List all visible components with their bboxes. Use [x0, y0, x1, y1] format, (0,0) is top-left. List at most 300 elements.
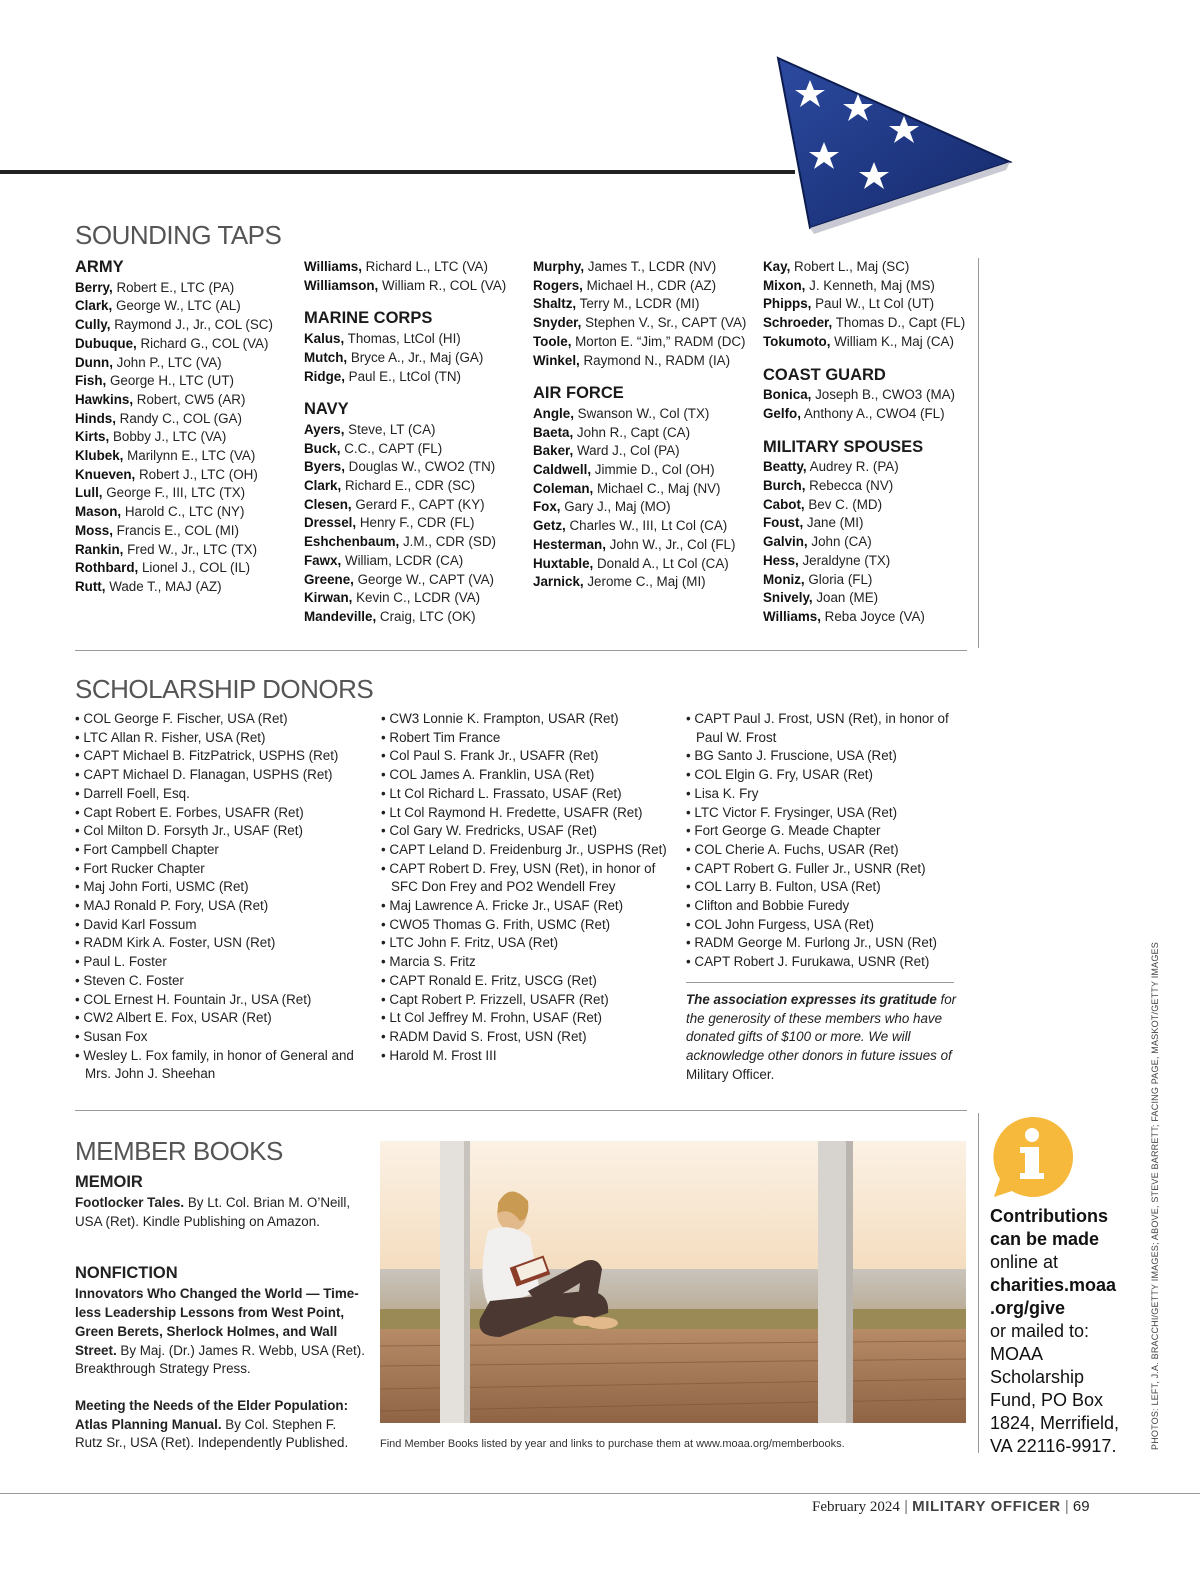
contributions-heading: Contributions can be made — [990, 1206, 1108, 1249]
taps-entry — [533, 573, 748, 592]
donor-item: • Lisa K. Fry — [686, 785, 961, 804]
taps-entry — [304, 496, 519, 515]
donor-item: • Lt Col Richard L. Frassato, USAF (Ret) — [381, 785, 671, 804]
taps-details: Francis E., COL (MI) — [112, 522, 239, 538]
taps-details: J. Kenneth, Maj (MS) — [805, 277, 935, 293]
taps-details: William, LCDR (CA) — [341, 552, 464, 568]
taps-surname: Toole, — [533, 333, 572, 349]
taps-details: Craig, LTC (OK) — [376, 608, 476, 624]
donor-item: • MAJ Ronald P. Fory, USA (Ret) — [75, 897, 365, 916]
taps-surname: Kalus, — [304, 331, 345, 347]
reading-woman-photo — [380, 1141, 966, 1423]
taps-surname: Klubek, — [75, 448, 124, 464]
taps-surname: Snyder, — [533, 315, 582, 331]
nonfiction-entry-1 — [75, 1285, 365, 1379]
taps-entry — [763, 608, 973, 627]
footer-magazine: MILITARY OFFICER — [912, 1498, 1061, 1515]
taps-details: Ward J., Col (PA) — [573, 443, 680, 459]
taps-details: Reba Joyce (VA) — [820, 608, 925, 624]
gratitude-text: for the generosity of these members who have donated gifts of $100 or more. We will acknowledge other donors in future issues of — [686, 992, 957, 1064]
footer-separator-2: | — [1064, 1498, 1069, 1515]
books-list — [75, 1173, 365, 1453]
column-divider-2 — [978, 1113, 979, 1453]
taps-details: C.C., CAPT (FL) — [340, 440, 443, 456]
taps-details: George W., LTC (AL) — [112, 298, 241, 314]
taps-surname: Rutt, — [75, 578, 106, 594]
taps-entry — [533, 517, 748, 536]
taps-entry — [763, 258, 973, 277]
donor-item: • Harold M. Frost III — [381, 1047, 671, 1066]
taps-details: Harold C., LTC (NY) — [121, 504, 245, 520]
taps-surname: Fawx, — [304, 552, 342, 568]
taps-surname: Mixon, — [763, 277, 806, 293]
taps-details: Henry F., CDR (FL) — [356, 515, 475, 531]
taps-entry — [533, 258, 748, 277]
donor-item: • COL James A. Franklin, USA (Ret) — [381, 766, 671, 785]
taps-details: Audrey R. (PA) — [806, 459, 899, 475]
taps-details: Paul E., LtCol (TN) — [344, 368, 462, 384]
donor-item: • Lt Col Raymond H. Fredette, USAFR (Ret) — [381, 804, 671, 823]
taps-surname: Greene, — [304, 571, 354, 587]
nonfiction-details-2: By Col. Stephen F. Rutz Sr., USA (Ret). Independently Published. — [75, 1416, 349, 1451]
taps-surname: Clesen, — [304, 496, 352, 512]
donor-item: • Fort George G. Meade Chapter — [686, 822, 961, 841]
taps-details: Joan (ME) — [812, 590, 879, 606]
taps-entry — [75, 297, 280, 316]
donor-item: • CAPT Robert D. Frey, USN (Ret), in honor of SFC Don Frey and PO2 Wendell Frey — [381, 860, 671, 897]
taps-entry — [75, 391, 280, 410]
taps-entry — [304, 330, 519, 349]
taps-entry — [533, 480, 748, 499]
taps-details: Terry M., LCDR (MI) — [576, 296, 700, 312]
taps-surname: Clark, — [75, 298, 113, 314]
taps-surname: Kay, — [763, 259, 791, 274]
donor-item: • BG Santo J. Fruscione, USA (Ret) — [686, 747, 961, 766]
taps-surname: Ayers, — [304, 421, 345, 437]
taps-surname: Caldwell, — [533, 462, 592, 478]
taps-entry — [763, 405, 973, 424]
taps-details: Swanson W., Col (TX) — [573, 405, 710, 421]
taps-details: Jimmie D., Col (OH) — [591, 462, 715, 478]
taps-entry — [304, 589, 519, 608]
donor-item: • Robert Tim France — [381, 729, 671, 748]
taps-details: George F., III, LTC (TX) — [102, 485, 246, 501]
taps-details: Jeraldyne (TX) — [798, 552, 891, 568]
contributions-online: online at — [990, 1252, 1059, 1272]
taps-surname: Knueven, — [75, 466, 136, 482]
taps-details: Bev C. (MD) — [804, 496, 883, 512]
donor-item: • COL Elgin G. Fry, USAR (Ret) — [686, 766, 961, 785]
taps-entry — [304, 514, 519, 533]
taps-surname: Lull, — [75, 485, 103, 501]
donor-item: • Susan Fox — [75, 1028, 365, 1047]
taps-entry — [304, 571, 519, 590]
donor-item: • Paul L. Foster — [75, 953, 365, 972]
branch-heading: MARINE CORPS — [304, 309, 433, 328]
taps-entry — [304, 349, 519, 368]
taps-surname: Dunn, — [75, 354, 113, 370]
taps-details: Bobby J., LTC (VA) — [109, 429, 227, 445]
sounding-taps-title: SOUNDING TAPS — [75, 220, 282, 250]
taps-details: Richard L., LTC (VA) — [361, 259, 488, 274]
taps-entry — [304, 440, 519, 459]
donor-item: • COL Cherie A. Fuchs, USAR (Ret) — [686, 841, 961, 860]
taps-entry — [304, 421, 519, 440]
taps-surname: Ridge, — [304, 368, 345, 384]
taps-details: Raymond J., Jr., COL (SC) — [110, 317, 273, 333]
contributions-note — [990, 1205, 1130, 1458]
taps-entry — [763, 333, 973, 352]
taps-surname: Cabot, — [763, 496, 805, 512]
taps-details: John W., Jr., Col (FL) — [605, 536, 736, 552]
taps-surname: Murphy, — [533, 259, 585, 274]
taps-details: Richard G., COL (VA) — [136, 335, 269, 351]
taps-details: Wade T., MAJ (AZ) — [105, 578, 222, 594]
spacer — [533, 370, 748, 384]
taps-details: Lionel J., COL (IL) — [138, 560, 251, 576]
taps-surname: Mason, — [75, 504, 122, 520]
taps-entry — [763, 514, 973, 533]
taps-surname: Bonica, — [763, 387, 812, 403]
taps-entry — [763, 458, 973, 477]
taps-surname: Foust, — [763, 515, 804, 531]
donor-item: • CW2 Albert E. Fox, USAR (Ret) — [75, 1009, 365, 1028]
taps-surname: Rankin, — [75, 541, 124, 557]
donor-item: • CAPT Ronald E. Fritz, USCG (Ret) — [381, 972, 671, 991]
taps-surname: Coleman, — [533, 480, 594, 496]
taps-surname: Moss, — [75, 522, 113, 538]
taps-entry — [75, 447, 280, 466]
taps-entry — [763, 386, 973, 405]
donor-item: • Capt Robert P. Frizzell, USAFR (Ret) — [381, 991, 671, 1010]
taps-details: Gary J., Maj (MO) — [560, 499, 671, 515]
taps-surname: Williams, — [304, 259, 362, 274]
donor-item: • CAPT Robert J. Furukawa, USNR (Ret) — [686, 953, 961, 972]
scholarship-donors-title: SCHOLARSHIP DONORS — [75, 674, 374, 704]
taps-surname: Mandeville, — [304, 608, 377, 624]
taps-surname: Angle, — [533, 405, 574, 421]
taps-entry — [533, 333, 748, 352]
donor-item: • David Karl Fossum — [75, 916, 365, 935]
taps-entry — [75, 559, 280, 578]
nonfiction-title-1: Innovators Who Changed the World — Time-less Leadership Lessons from West Point, Green Berets, Sherlock Holmes, and Wall Street. — [75, 1286, 359, 1358]
taps-surname: Berry, — [75, 279, 113, 295]
taps-details: J.M., CDR (SD) — [399, 534, 496, 550]
footer-page-number: 69 — [1072, 1498, 1090, 1515]
taps-column-1 — [75, 258, 280, 597]
footer-rule — [0, 1493, 1200, 1494]
donor-item: • CW3 Lonnie K. Frampton, USAR (Ret) — [381, 710, 671, 729]
donor-item: • Maj Lawrence A. Fricke Jr., USAF (Ret) — [381, 897, 671, 916]
gratitude-note — [686, 991, 961, 1085]
taps-surname: Hess, — [763, 552, 799, 568]
taps-surname: Rogers, — [533, 277, 583, 293]
taps-entry — [763, 589, 973, 608]
taps-surname: Fox, — [533, 499, 561, 515]
taps-surname: Jarnick, — [533, 574, 584, 590]
nonfiction-heading: NONFICTION — [75, 1264, 178, 1283]
donors-column-2 — [381, 710, 671, 1065]
donor-item: • Wesley L. Fox family, in honor of General and Mrs. John J. Sheehan — [75, 1047, 365, 1084]
donor-item: • Col Paul S. Frank Jr., USAFR (Ret) — [381, 747, 671, 766]
taps-surname: Kirts, — [75, 429, 110, 445]
donor-item: • Marcia S. Fritz — [381, 953, 671, 972]
info-icon — [990, 1115, 1074, 1199]
taps-entry — [763, 533, 973, 552]
taps-surname: Huxtable, — [533, 555, 594, 571]
taps-column-4 — [763, 258, 973, 627]
section-divider — [75, 650, 967, 651]
taps-entry — [304, 552, 519, 571]
taps-details: Paul W., Lt Col (UT) — [811, 296, 935, 312]
donor-item: • RADM David S. Frost, USN (Ret) — [381, 1028, 671, 1047]
taps-surname: Galvin, — [763, 534, 808, 550]
memoir-title: Footlocker Tales. — [75, 1195, 185, 1210]
donor-item: • Capt Robert E. Forbes, USAFR (Ret) — [75, 804, 365, 823]
spacer — [304, 295, 519, 309]
taps-details: Robert E., LTC (PA) — [112, 279, 235, 295]
taps-details: Jerome C., Maj (MI) — [583, 574, 706, 590]
taps-entry — [763, 295, 973, 314]
taps-surname: Shaltz, — [533, 296, 577, 312]
taps-entry — [75, 466, 280, 485]
branch-heading: ARMY — [75, 258, 124, 276]
taps-entry — [763, 277, 973, 296]
page-footer — [812, 1498, 1090, 1516]
footer-separator-1: | — [904, 1498, 908, 1515]
taps-details: William R., COL (VA) — [378, 277, 507, 293]
taps-details: Randy C., COL (GA) — [115, 410, 242, 426]
taps-entry — [304, 533, 519, 552]
taps-surname: Beatty, — [763, 459, 807, 475]
donor-item: • CAPT Michael D. Flanagan, USPHS (Ret) — [75, 766, 365, 785]
donor-item: • RADM George M. Furlong Jr., USN (Ret) — [686, 934, 961, 953]
donor-item: • COL John Furgess, USA (Ret) — [686, 916, 961, 935]
taps-details: Jane (MI) — [803, 515, 864, 531]
taps-entry — [75, 410, 280, 429]
photo-caption: Find Member Books listed by year and links to purchase them at www.moaa.org/memberbooks. — [380, 1438, 845, 1450]
donor-item: • RADM Kirk A. Foster, USN (Ret) — [75, 934, 365, 953]
taps-surname: Phipps, — [763, 296, 812, 312]
taps-surname: Baeta, — [533, 424, 574, 440]
taps-details: Fred W., Jr., LTC (TX) — [123, 541, 258, 557]
taps-surname: Buck, — [304, 440, 341, 456]
taps-entry — [75, 372, 280, 391]
taps-details: Robert J., LTC (OH) — [135, 466, 258, 482]
taps-surname: Gelfo, — [763, 405, 801, 421]
taps-entry — [75, 578, 280, 597]
taps-entry — [75, 316, 280, 335]
taps-entry — [75, 484, 280, 503]
taps-surname: Hesterman, — [533, 536, 606, 552]
taps-entry — [75, 354, 280, 373]
taps-surname: Hinds, — [75, 410, 116, 426]
donor-item: • Steven C. Foster — [75, 972, 365, 991]
taps-entry — [75, 522, 280, 541]
gratitude-bold: The association expresses its gratitude — [686, 992, 937, 1007]
taps-entry — [75, 428, 280, 447]
taps-entry — [533, 461, 748, 480]
taps-details: Thomas, LtCol (HI) — [344, 331, 461, 347]
branch-heading: NAVY — [304, 400, 349, 419]
taps-details: Rebecca (NV) — [805, 478, 894, 494]
taps-surname: Cully, — [75, 317, 111, 333]
spacer — [763, 424, 973, 438]
taps-surname: Rothbard, — [75, 560, 139, 576]
taps-details: Marilynn E., LTC (VA) — [123, 448, 256, 464]
taps-details: Gloria (FL) — [804, 571, 873, 587]
taps-surname: Baker, — [533, 443, 574, 459]
taps-details: George W., CAPT (VA) — [353, 571, 495, 587]
taps-surname: Getz, — [533, 518, 566, 534]
taps-entry — [304, 608, 519, 627]
taps-surname: Kirwan, — [304, 590, 353, 606]
gratitude-divider — [686, 982, 954, 983]
taps-surname: Winkel, — [533, 352, 580, 368]
branch-heading: COAST GUARD — [763, 365, 886, 384]
taps-surname: Moniz, — [763, 571, 805, 587]
taps-details: Stephen V., Sr., CAPT (VA) — [581, 315, 747, 331]
footer-month: February 2024 — [812, 1499, 900, 1515]
photo-credits-text: PHOTOS: LEFT, J.A. BRACCHI/GETTY IMAGES; ABOVE, STEVE BARRETT; FACING PAGE, MASKOT/GETTY IMAGES — [1150, 942, 1160, 1450]
branch-heading: AIR FORCE — [533, 384, 624, 403]
folded-flag-image — [770, 50, 1020, 235]
taps-details: James T., LCDR (NV) — [584, 259, 717, 274]
taps-entry — [533, 405, 748, 424]
top-rule — [0, 170, 795, 174]
taps-surname: Williamson, — [304, 277, 379, 293]
taps-entry — [533, 536, 748, 555]
donor-item: • CAPT Michael B. FitzPatrick, USPHS (Ret) — [75, 747, 365, 766]
taps-entry — [75, 541, 280, 560]
donor-item: • LTC John F. Fritz, USA (Ret) — [381, 934, 671, 953]
taps-entry — [75, 335, 280, 354]
taps-surname: Hawkins, — [75, 391, 134, 407]
taps-surname: Snively, — [763, 590, 813, 606]
taps-surname: Fish, — [75, 373, 107, 389]
taps-details: Richard E., CDR (SC) — [341, 478, 476, 494]
section-divider-2 — [75, 1110, 967, 1111]
column-divider — [978, 258, 979, 648]
donors-column-3 — [686, 710, 961, 972]
taps-surname: Eshchenbaum, — [304, 534, 400, 550]
taps-entry — [533, 442, 748, 461]
taps-surname: Dubuque, — [75, 335, 137, 351]
donor-item: • COL Larry B. Fulton, USA (Ret) — [686, 878, 961, 897]
taps-details: Joseph B., CWO3 (MA) — [811, 387, 955, 403]
taps-entry — [304, 458, 519, 477]
taps-entry — [304, 477, 519, 496]
taps-entry — [304, 277, 519, 296]
taps-entry — [533, 277, 748, 296]
taps-entry — [533, 424, 748, 443]
donor-item: • Fort Rucker Chapter — [75, 860, 365, 879]
taps-details: Donald A., Lt Col (CA) — [593, 555, 729, 571]
taps-entry — [75, 279, 280, 298]
taps-surname: Schroeder, — [763, 315, 833, 331]
taps-surname: Tokumoto, — [763, 333, 831, 349]
donor-item: • LTC Victor F. Frysinger, USA (Ret) — [686, 804, 961, 823]
taps-details: Michael H., CDR (AZ) — [582, 277, 717, 293]
donor-item: • Darrell Foell, Esq. — [75, 785, 365, 804]
donor-item: • Fort Campbell Chapter — [75, 841, 365, 860]
taps-entry — [533, 314, 748, 333]
taps-details: Kevin C., LCDR (VA) — [352, 590, 481, 606]
taps-entry — [763, 314, 973, 333]
taps-details: Gerard F., CAPT (KY) — [351, 496, 485, 512]
spacer — [304, 386, 519, 400]
taps-details: Steve, LT (CA) — [344, 421, 436, 437]
contributions-mail: or mailed to: MOAA Scholarship Fund, PO Box 1824, Merrifield, VA 22116-9917. — [990, 1321, 1120, 1456]
memoir-heading: MEMOIR — [75, 1173, 143, 1191]
memoir-entry — [75, 1194, 365, 1231]
taps-surname: Mutch, — [304, 349, 348, 365]
taps-entry — [533, 295, 748, 314]
donor-item: • Col Milton D. Forsyth Jr., USAF (Ret) — [75, 822, 365, 841]
taps-entry — [304, 368, 519, 387]
taps-details: Robert, CW5 (AR) — [133, 391, 246, 407]
magazine-name: Military Officer. — [686, 1066, 775, 1082]
donor-item: • LTC Allan R. Fisher, USA (Ret) — [75, 729, 365, 748]
taps-details: John (CA) — [807, 534, 872, 550]
taps-details: Thomas D., Capt (FL) — [832, 315, 966, 331]
taps-entry — [75, 503, 280, 522]
taps-entry — [763, 477, 973, 496]
taps-surname: Burch, — [763, 478, 806, 494]
taps-details: William K., Maj (CA) — [830, 333, 954, 349]
donor-item: • CAPT Leland D. Freidenburg Jr., USPHS (Ret) — [381, 841, 671, 860]
taps-entry — [533, 498, 748, 517]
donor-item: • Col Gary W. Fredricks, USAF (Ret) — [381, 822, 671, 841]
donors-column-1 — [75, 710, 365, 1084]
nonfiction-entry-2 — [75, 1397, 365, 1453]
donor-item: • CAPT Robert G. Fuller Jr., USNR (Ret) — [686, 860, 961, 879]
taps-details: Douglas W., CWO2 (TN) — [344, 459, 496, 475]
donor-item: • CWO5 Thomas G. Frith, USMC (Ret) — [381, 916, 671, 935]
taps-details: John P., LTC (VA) — [112, 354, 222, 370]
taps-entry — [763, 571, 973, 590]
taps-entry — [533, 555, 748, 574]
donor-item: • Clifton and Bobbie Furedy — [686, 897, 961, 916]
taps-details: Raymond N., RADM (IA) — [579, 352, 731, 368]
taps-entry — [763, 496, 973, 515]
photo-credits — [1150, 942, 1162, 1450]
nonfiction-details-1: By Maj. (Dr.) James R. Webb, USA (Ret). Breakthrough Strategy Press. — [75, 1342, 365, 1377]
member-books-title: MEMBER BOOKS — [75, 1136, 283, 1166]
donor-item: • COL Ernest H. Fountain Jr., USA (Ret) — [75, 991, 365, 1010]
donor-item: • Maj John Forti, USMC (Ret) — [75, 878, 365, 897]
taps-details: Michael C., Maj (NV) — [593, 480, 721, 496]
taps-entry — [763, 552, 973, 571]
taps-details: Robert L., Maj (SC) — [790, 259, 910, 274]
taps-details: Anthony A., CWO4 (FL) — [800, 405, 945, 421]
contributions-url[interactable]: charities.moaa .org/give — [990, 1275, 1117, 1318]
branch-heading: MILITARY SPOUSES — [763, 437, 924, 456]
taps-entry — [304, 258, 519, 277]
taps-column-3 — [533, 258, 748, 592]
taps-details: Charles W., III, Lt Col (CA) — [565, 518, 728, 534]
donor-item: • COL George F. Fischer, USA (Ret) — [75, 710, 365, 729]
taps-surname: Dressel, — [304, 515, 357, 531]
taps-surname: Byers, — [304, 459, 345, 475]
taps-details: John R., Capt (CA) — [573, 424, 691, 440]
taps-surname: Clark, — [304, 478, 342, 494]
taps-details: Morton E. “Jim,” RADM (DC) — [571, 333, 746, 349]
nonfiction-title-2: Meeting the Needs of the Elder Population: Atlas Planning Manual. — [75, 1397, 349, 1432]
memoir-details: By Lt. Col. Brian M. O’Neill, USA (Ret). Kindle Publishing on Amazon. — [75, 1195, 351, 1229]
taps-details: Bryce A., Jr., Maj (GA) — [347, 349, 484, 365]
taps-entry — [533, 352, 748, 371]
